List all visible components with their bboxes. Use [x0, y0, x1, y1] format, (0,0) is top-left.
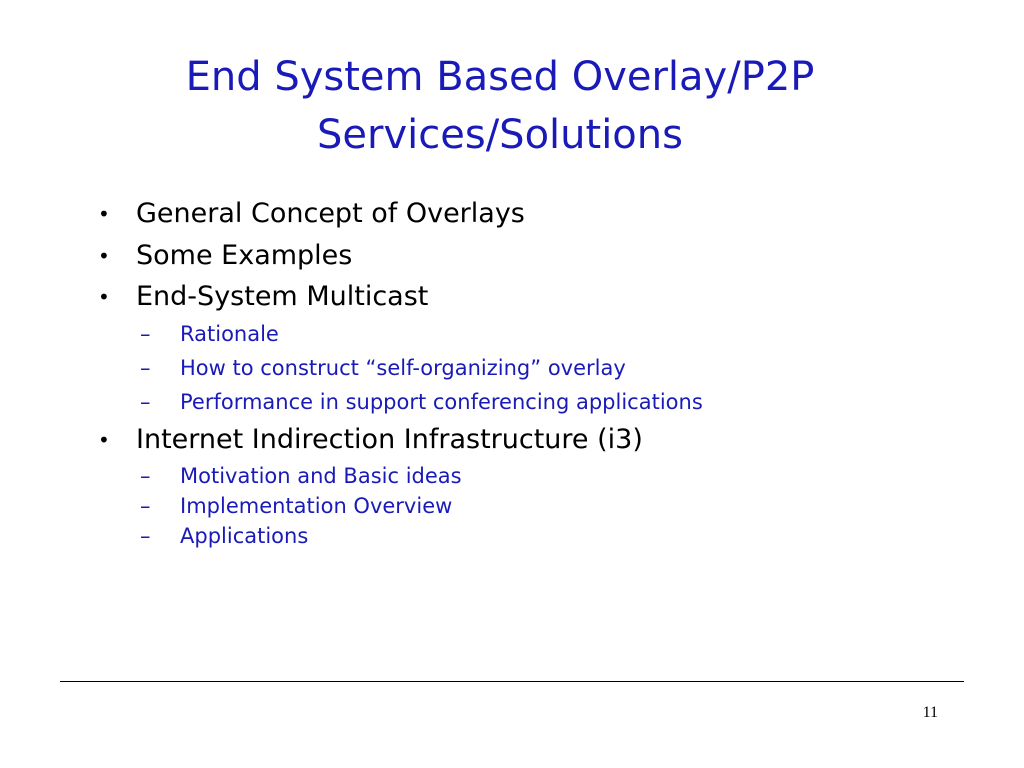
slide-title-line-2: Services/Solutions [317, 112, 683, 158]
bullet-marker: • [98, 428, 110, 452]
sub-bullet-text: Motivation and Basic ideas [180, 464, 462, 488]
bullet-marker: • [98, 244, 110, 268]
sub-bullet-marker: – [140, 494, 151, 518]
bullet-text: General Concept of Overlays [136, 198, 525, 229]
sub-bullet-marker: – [140, 356, 151, 380]
sub-bullet-text: Performance in support conferencing applications [180, 390, 703, 414]
bullet-text: End-System Multicast [136, 281, 429, 312]
sub-bullet-marker: – [140, 390, 151, 414]
bullet-text: Some Examples [136, 240, 353, 271]
bullet-marker: • [98, 285, 110, 309]
bullet-text: Internet Indirection Infrastructure (i3) [136, 424, 643, 455]
sub-bullet-marker: – [140, 322, 151, 346]
sub-bullet-marker: – [140, 464, 151, 488]
sub-bullet-text: How to construct “self-organizing” overlay [180, 356, 626, 380]
sub-bullet-text: Applications [180, 524, 309, 548]
sub-bullet-marker: – [140, 524, 151, 548]
footer-divider [60, 681, 964, 682]
sub-bullet-text: Implementation Overview [180, 494, 453, 518]
slide-title-line-1: End System Based Overlay/P2P [185, 54, 815, 100]
bullet-marker: • [98, 202, 110, 226]
sub-bullet-text: Rationale [180, 322, 279, 346]
page-number: 11 [922, 704, 938, 721]
